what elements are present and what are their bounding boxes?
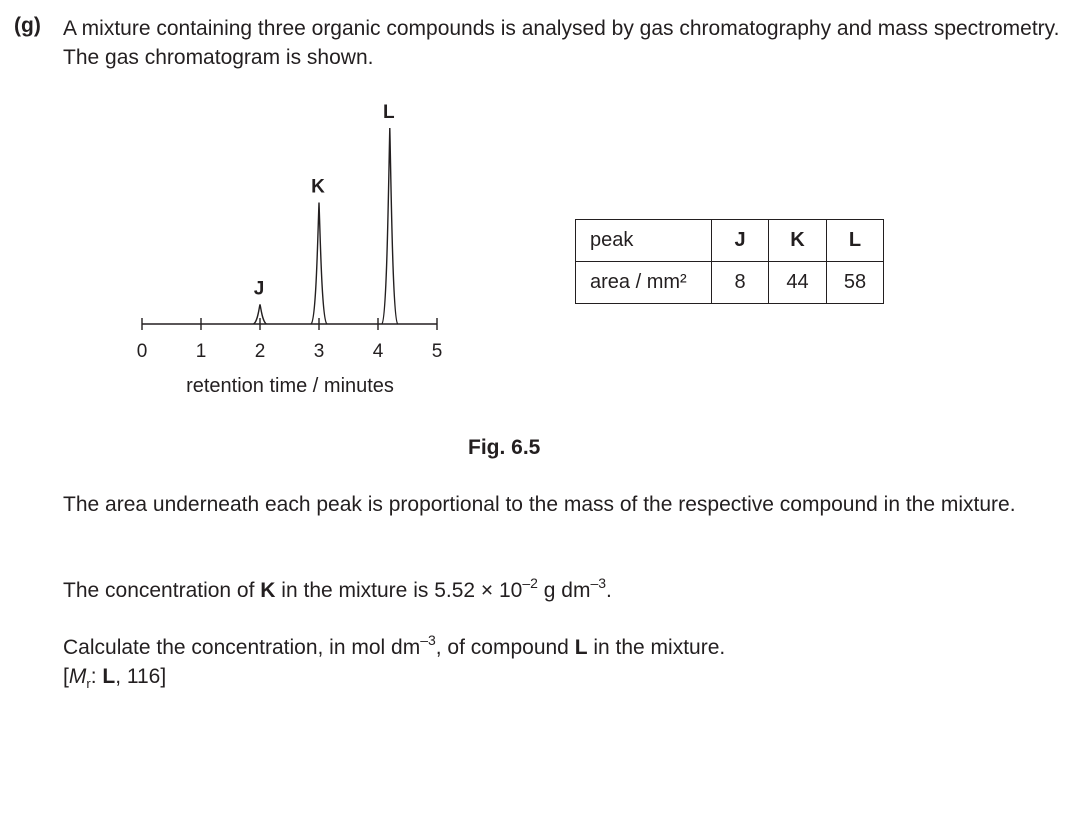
question-label: (g): [14, 14, 41, 37]
table-cell-peak-l: L: [827, 220, 884, 262]
x-axis-label: retention time / minutes: [186, 375, 394, 397]
table-row: [576, 262, 884, 304]
peak-label-l: L: [382, 102, 395, 123]
peak-k: [311, 202, 327, 324]
tick-label: 3: [313, 341, 325, 362]
concentration-statement: The concentration of K in the mixture is $5.52 \times 10^{-2}$ g $dm^{-3}$.: [63, 575, 612, 602]
gas-chromatogram: [0, 0, 560, 420]
question-intro: A mixture containing three organic compounds is analysed by gas chromatography and mass spectrometry. The gas chromatogram is shown.: [63, 17, 1060, 69]
tick-label: 5: [431, 341, 443, 362]
table-cell-peak-k: K: [769, 220, 827, 262]
tick-label: 4: [372, 341, 384, 362]
row-label-peak: peak: [576, 220, 712, 262]
table-row: [576, 220, 884, 262]
relative-molecular-mass: [$M_r$: L, 116]: [63, 665, 167, 692]
calculation-task: Calculate the concentration, in mol $dm^{-3}$, of compound L in the mixture.: [63, 632, 726, 659]
peak-label-j: J: [253, 278, 265, 300]
area-proportional-paragraph: The area underneath each peak is proportional to the mass of the respective compound in the mixture.: [63, 493, 1016, 516]
table-cell-peak-j: J: [712, 220, 769, 262]
peak-l: [382, 128, 398, 324]
table-cell-area-l: 58: [827, 262, 884, 304]
chromatogram-axis: [137, 318, 443, 362]
table-cell-area-j: 8: [712, 262, 769, 304]
table-cell-area-k: 44: [769, 262, 827, 304]
peak-area-table: [575, 219, 884, 304]
figure-caption: Fig. 6.5: [468, 436, 541, 459]
tick-label: 2: [254, 341, 266, 362]
tick-label: 1: [195, 341, 207, 362]
tick-label: 0: [136, 341, 148, 362]
chromatogram-peaks: [254, 102, 398, 324]
row-label-area: area / mm²: [576, 262, 712, 304]
peak-label-k: K: [311, 176, 325, 198]
